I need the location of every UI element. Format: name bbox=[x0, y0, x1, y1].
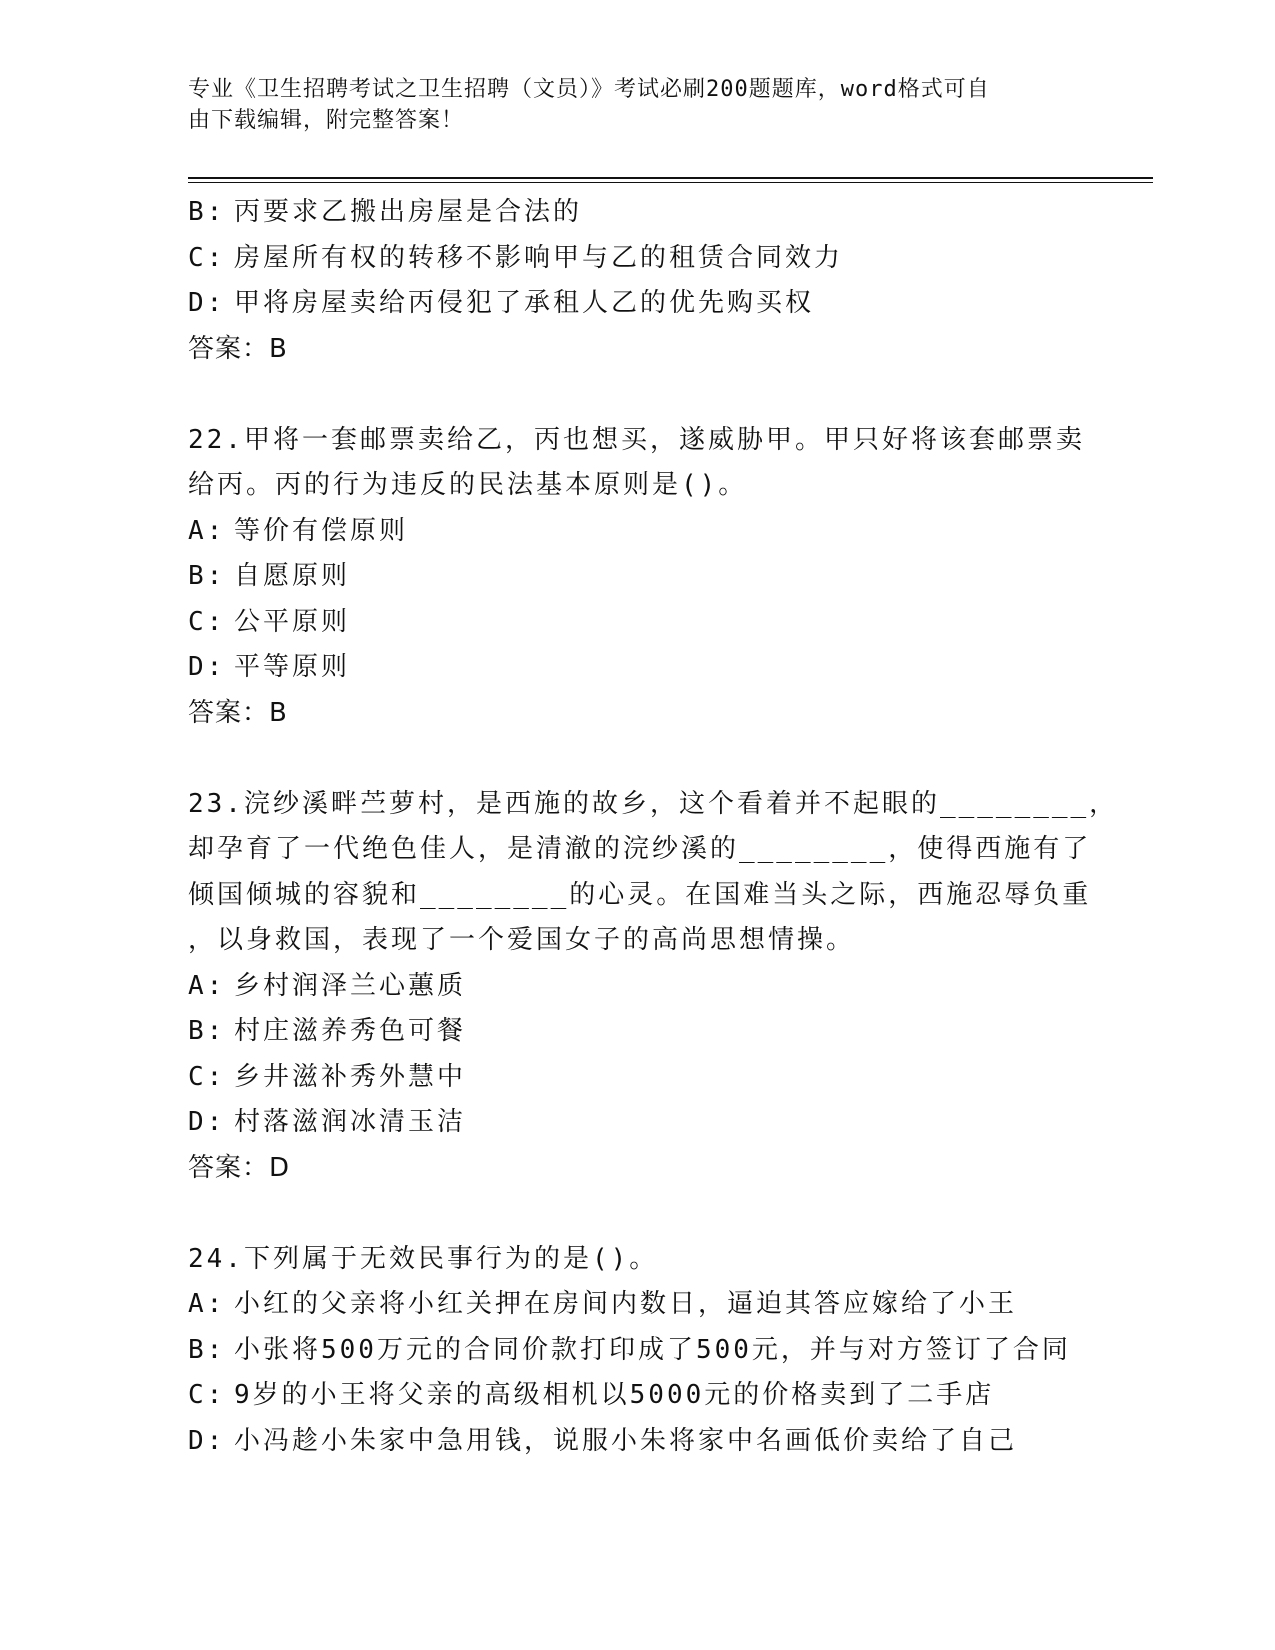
question-24 bbox=[188, 1237, 1128, 1465]
header-rule-thick bbox=[188, 177, 1153, 179]
option-letter: C: bbox=[188, 606, 226, 637]
option-letter: A: bbox=[188, 1289, 226, 1319]
option-letter: C: bbox=[188, 1061, 226, 1092]
document-header bbox=[188, 74, 1088, 136]
option-text: 乡村润泽兰心蕙质 bbox=[234, 970, 467, 1001]
option-c bbox=[188, 600, 1128, 646]
option-letter: D: bbox=[188, 1425, 226, 1456]
option-text: 丙要求乙搬出房屋是合法的 bbox=[234, 197, 583, 227]
option-text: 平等原则 bbox=[234, 652, 351, 682]
option-text: 小张将500万元的合同价款打印成了500元，并与对方签订了合同 bbox=[234, 1334, 1071, 1365]
spacer bbox=[188, 1191, 1128, 1237]
option-d bbox=[188, 1419, 1128, 1465]
question-22 bbox=[188, 418, 1128, 737]
question-stem: 给丙。丙的行为违反的民法基本原则是()。 bbox=[188, 470, 748, 500]
option-d bbox=[188, 1100, 1128, 1146]
option-text: 小冯趁小朱家中急用钱，说服小朱将家中名画低价卖给了自己 bbox=[234, 1425, 1018, 1456]
option-letter: D: bbox=[188, 1107, 226, 1137]
option-letter: B: bbox=[188, 561, 226, 591]
question-stem: 却孕育了一代绝色佳人，是清澈的浣纱溪的________，使得西施有了 bbox=[188, 834, 1092, 864]
option-text: 公平原则 bbox=[234, 606, 351, 637]
option-d bbox=[188, 281, 1128, 327]
option-letter: C: bbox=[188, 242, 226, 273]
option-text: 甲将房屋卖给丙侵犯了承租人乙的优先购买权 bbox=[234, 288, 815, 318]
option-b bbox=[188, 1328, 1128, 1374]
option-text: 小红的父亲将小红关押在房间内数日，逼迫其答应嫁给了小王 bbox=[234, 1289, 1018, 1319]
option-letter: B: bbox=[188, 1334, 226, 1365]
question-stem: 倾国倾城的容貌和________的心灵。在国难当头之际，西施忍辱负重 bbox=[188, 879, 1092, 910]
question-stem: 22.甲将一套邮票卖给乙，丙也想买，遂威胁甲。甲只好将该套邮票卖 bbox=[188, 424, 1085, 455]
option-b bbox=[188, 554, 1128, 600]
question-list bbox=[188, 190, 1128, 1464]
question-21-tail bbox=[188, 190, 1128, 372]
option-letter: A: bbox=[188, 970, 226, 1001]
question-stem: 24.下列属于无效民事行为的是()。 bbox=[188, 1243, 659, 1274]
question-stem: 23.浣纱溪畔苎萝村，是西施的故乡，这个看着并不起眼的________， bbox=[188, 788, 1119, 819]
spacer bbox=[188, 736, 1128, 782]
option-b bbox=[188, 190, 1128, 236]
header-rule-thin bbox=[188, 182, 1153, 183]
answer-line: 答案：B bbox=[188, 697, 288, 728]
option-a bbox=[188, 1282, 1128, 1328]
header-line-1: 专业《卫生招聘考试之卫生招聘（文员）》考试必刷200题题库，word格式可自 bbox=[188, 77, 990, 102]
option-d bbox=[188, 645, 1128, 691]
option-text: 自愿原则 bbox=[234, 561, 351, 591]
answer-line: 答案：B bbox=[188, 333, 288, 364]
option-text: 村落滋润冰清玉洁 bbox=[234, 1107, 467, 1137]
option-text: 9岁的小王将父亲的高级相机以5000元的价格卖到了二手店 bbox=[234, 1380, 995, 1410]
option-c bbox=[188, 1373, 1128, 1419]
option-letter: B: bbox=[188, 1016, 226, 1046]
option-text: 等价有偿原则 bbox=[234, 515, 409, 546]
option-a bbox=[188, 964, 1128, 1010]
option-letter: A: bbox=[188, 515, 226, 546]
question-23 bbox=[188, 782, 1128, 1192]
option-a bbox=[188, 509, 1128, 555]
header-line-2: 由下载编辑，附完整答案！ bbox=[188, 108, 465, 133]
option-c bbox=[188, 236, 1128, 282]
option-text: 乡井滋补秀外慧中 bbox=[234, 1061, 467, 1092]
answer-line: 答案：D bbox=[188, 1152, 291, 1183]
option-text: 房屋所有权的转移不影响甲与乙的租赁合同效力 bbox=[234, 242, 844, 273]
question-stem: ，以身救国，表现了一个爱国女子的高尚思想情操。 bbox=[188, 925, 856, 955]
option-letter: B: bbox=[188, 197, 226, 227]
option-c bbox=[188, 1055, 1128, 1101]
option-letter: D: bbox=[188, 652, 226, 682]
option-letter: C: bbox=[188, 1380, 226, 1410]
option-letter: D: bbox=[188, 288, 226, 318]
spacer bbox=[188, 372, 1128, 418]
option-text: 村庄滋养秀色可餐 bbox=[234, 1016, 467, 1046]
option-b bbox=[188, 1009, 1128, 1055]
